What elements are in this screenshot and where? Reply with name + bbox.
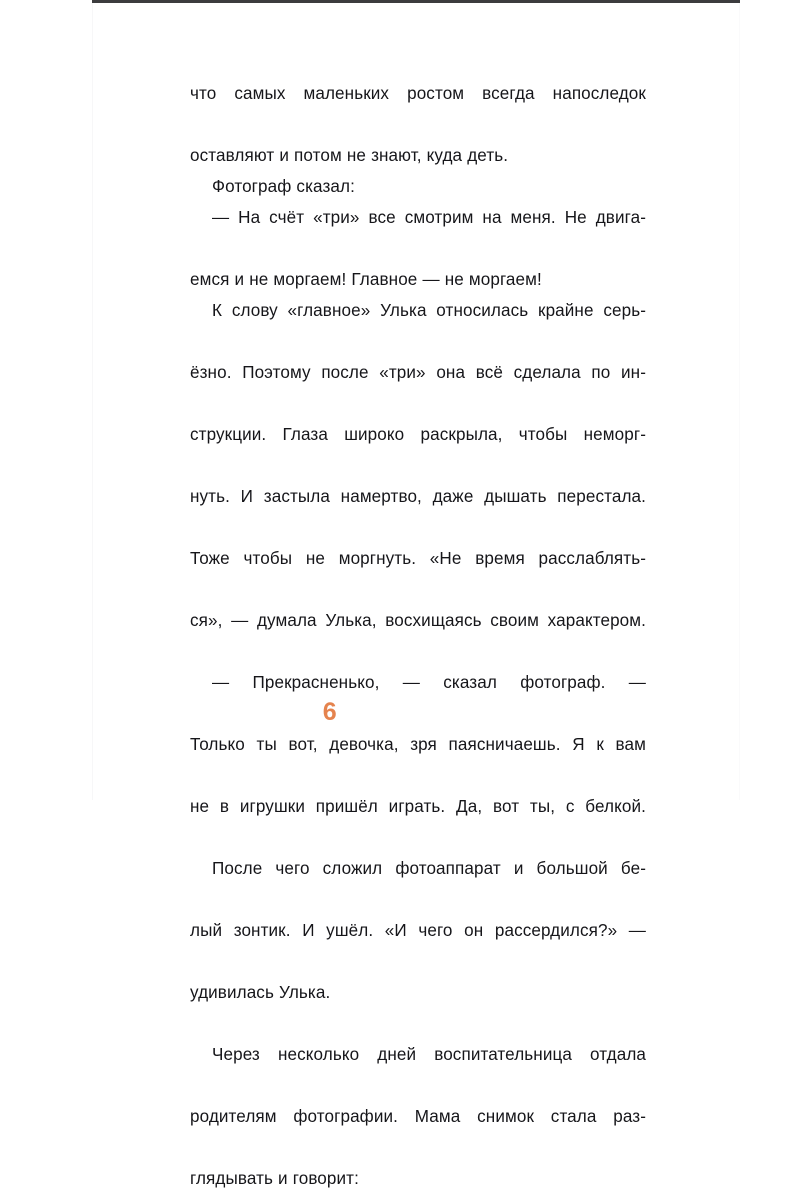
text-line: После чего сложил фотоаппарат и большой бе- [212,859,646,878]
paragraph [190,171,646,202]
paragraph [190,1039,646,1194]
page-number: 6 [322,698,338,726]
text-line: Только ты вот, девочка, зря паясничаешь. Я к вам [190,735,646,754]
text-line: — Прекрасненько, — сказал фотограф. — [212,673,646,692]
text-line: ся», — думала Улька, восхищаясь своим характером. [190,611,646,630]
paragraph [190,295,646,667]
page-text-column [190,78,646,1194]
paragraph [190,853,646,1008]
scan-top-edge [92,0,740,3]
paragraph [190,667,646,853]
text-line: Тоже чтобы не моргнуть. «Не время расслаблять- [190,549,646,568]
text-line: Фотограф сказал: [212,177,355,196]
text-line: — На счёт «три» все смотрим на меня. Не двига- [212,208,646,227]
text-line: К слову «главное» Улька относилась крайне серь- [212,301,646,320]
text-line: не в игрушки пришёл играть. Да, вот ты, с белкой. [190,797,646,816]
text-line: глядывать и говорит: [190,1169,359,1188]
text-line: нуть. И застыла намертво, даже дышать перестала. [190,487,646,506]
text-line: оставляют и потом не знают, куда деть. [190,146,509,165]
scan-left-edge [92,3,93,800]
text-line: лый зонтик. И ушёл. «И чего он рассердился?» — [190,921,646,940]
paragraph [190,202,646,295]
paragraph-spacer [190,1008,646,1039]
text-line: емся и не моргаем! Главное — не моргаем! [190,270,542,289]
scan-right-edge [739,3,740,800]
text-line: удивилась Улька. [190,983,331,1002]
text-line: что самых маленьких ростом всегда напоследок [190,84,646,103]
text-line: струкции. Глаза широко раскрыла, чтобы неморг- [190,425,646,444]
paragraph [190,78,646,171]
text-line: Через несколько дней воспитательница отдала [212,1045,646,1064]
text-line: родителям фотографии. Мама снимок стала раз- [190,1107,646,1126]
text-line: ёзно. Поэтому после «три» она всё сделала по ин- [190,363,646,382]
